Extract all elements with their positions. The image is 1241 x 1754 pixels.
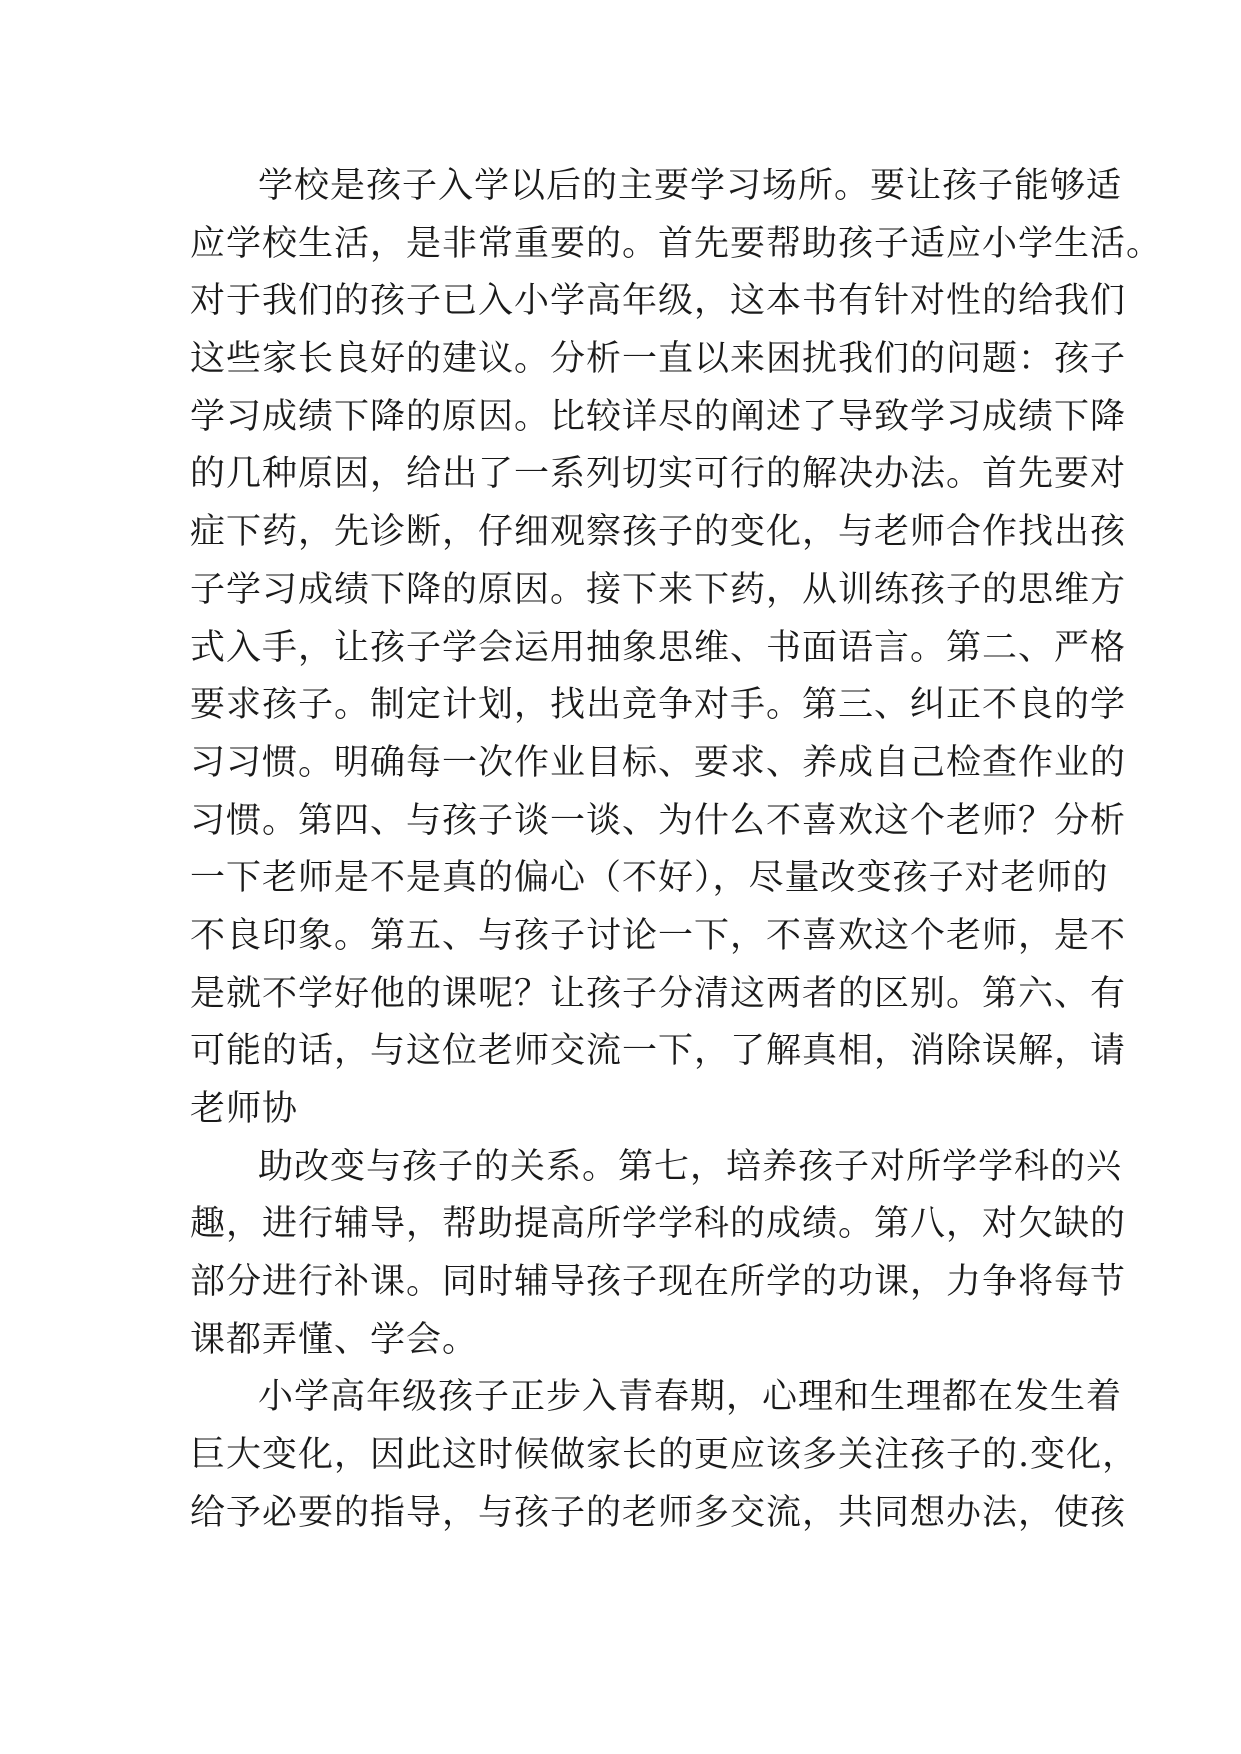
text-line: 可能的话，与这位老师交流一下，了解真相，消除误解，请 [190, 1031, 1127, 1072]
text-line: 课都弄懂、学会。 [190, 1319, 479, 1360]
text-line: 习惯。第四、与孩子谈一谈、为什么不喜欢这个老师？分析 [190, 800, 1127, 841]
text-line: 学校是孩子入学以后的主要学习场所。要让孩子能够适 [258, 166, 1123, 206]
text-line: 这些家长良好的建议。分析一直以来困扰我们的问题：孩子 [190, 339, 1127, 380]
text-line: 对于我们的孩子已入小学高年级，这本书有针对性的给我们 [190, 281, 1127, 322]
text-line: 小学高年级孩子正步入青春期，心理和生理都在发生着 [258, 1377, 1123, 1418]
text-line: 习习惯。明确每一次作业目标、要求、养成自己检查作业的 [190, 742, 1127, 783]
text-line: 学习成绩下降的原因。比较详尽的阐述了导致学习成绩下降 [190, 396, 1127, 437]
text-line: 助改变与孩子的关系。第七，培养孩子对所学学科的兴 [258, 1146, 1123, 1187]
document-body [190, 158, 1163, 1543]
paragraph [190, 1139, 1127, 1370]
text-line: 子学习成绩下降的原因。接下来下药，从训练孩子的思维方 [190, 569, 1127, 610]
text-line: 给予必要的指导，与孩子的老师多交流，共同想办法，使孩 [190, 1492, 1127, 1533]
text-line: 式入手，让孩子学会运用抽象思维、书面语言。第二、严格 [190, 627, 1127, 668]
text-line: 巨大变化，因此这时候做家长的更应该多关注孩子的.变化， [190, 1435, 1139, 1476]
paragraph [190, 1369, 1139, 1542]
text-line: 的几种原因，给出了一系列切实可行的解决办法。首先要对 [190, 454, 1127, 495]
text-line: 老师协 [190, 1089, 299, 1129]
text-line: 是就不学好他的课呢？让孩子分清这两者的区别。第六、有 [190, 973, 1127, 1014]
text-line: 症下药，先诊断，仔细观察孩子的变化，与老师合作找出孩 [190, 512, 1127, 553]
text-line: 不良印象。第五、与孩子讨论一下，不喜欢这个老师，是不 [190, 915, 1127, 956]
text-line: 趣，进行辅导，帮助提高所学学科的成绩。第八，对欠缺的 [190, 1204, 1127, 1245]
text-line: 一下老师是不是真的偏心（不好），尽量改变孩子对老师的 [190, 858, 1109, 899]
text-line: 应学校生活，是非常重要的。首先要帮助孩子适应小学生活。 [190, 223, 1163, 264]
text-line: 部分进行补课。同时辅导孩子现在所学的功课，力争将每节 [190, 1262, 1127, 1303]
paragraph [190, 158, 1163, 1139]
text-line: 要求孩子。制定计划，找出竞争对手。第三、纠正不良的学 [190, 685, 1127, 726]
